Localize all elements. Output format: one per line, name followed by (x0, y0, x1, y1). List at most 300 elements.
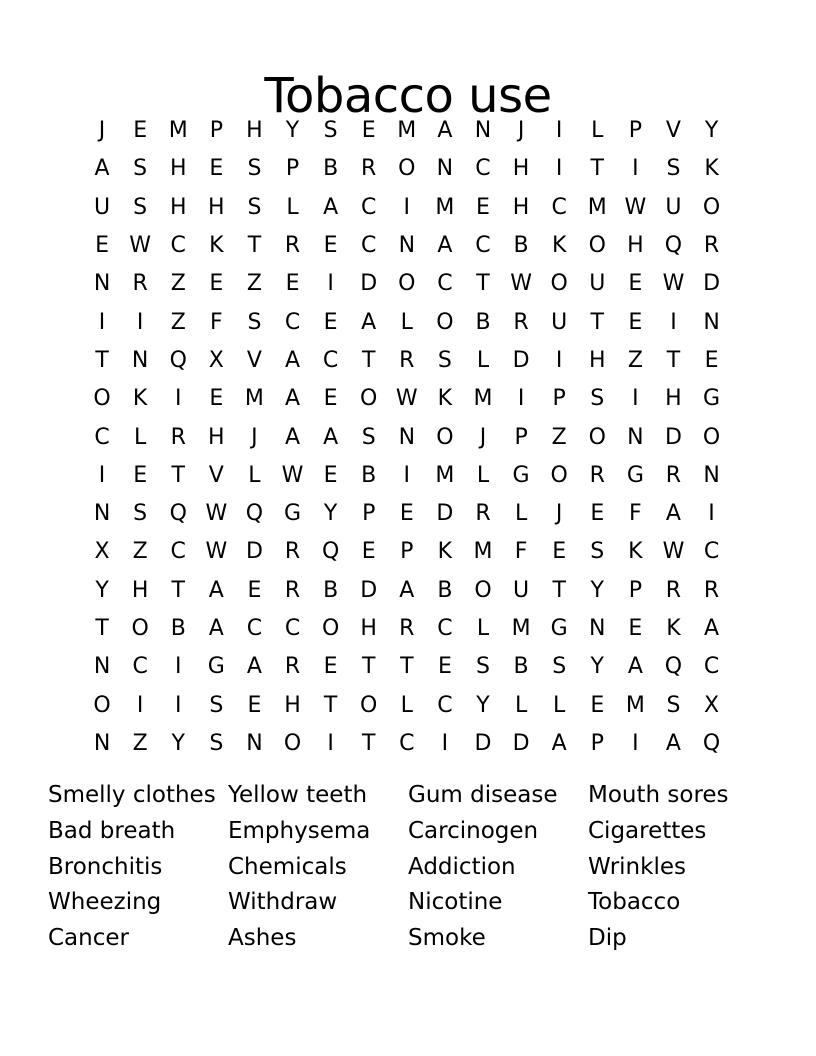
grid-letter: S (590, 539, 605, 565)
grid-letter: B (323, 156, 339, 182)
grid-letter: S (323, 118, 338, 144)
grid-letter: P (362, 501, 376, 527)
grid-letter: C (170, 233, 186, 259)
grid-letter: H (665, 386, 682, 412)
word-list-item: Bad breath (48, 817, 176, 844)
grid-letter: D (664, 424, 682, 450)
grid-letter: Q (245, 501, 264, 527)
grid-letter: E (209, 386, 224, 412)
grid-letter: X (94, 539, 110, 565)
grid-row (83, 380, 731, 418)
grid-letter: S (247, 309, 262, 335)
word-list-item: Tobacco (588, 889, 681, 916)
grid-letter: S (476, 654, 490, 680)
grid-letter: T (323, 692, 338, 718)
grid-letter: M (168, 118, 188, 144)
grid-letter: I (632, 730, 639, 756)
grid-letter: R (361, 156, 377, 182)
grid-letter: J (251, 424, 258, 450)
grid-letter: G (207, 654, 225, 680)
grid-letter: H (360, 616, 377, 641)
grid-letter: P (209, 118, 223, 144)
grid-letter: R (665, 462, 682, 488)
grid-letter: B (475, 309, 491, 335)
grid-letter: A (627, 654, 643, 680)
grid-row (83, 150, 731, 188)
grid-row (83, 495, 731, 533)
grid-letter: Z (551, 424, 567, 450)
grid-letter: O (398, 156, 416, 182)
word-list-item: Ashes (228, 925, 297, 952)
grid-letter: S (133, 156, 148, 182)
grid-letter: S (590, 386, 605, 412)
grid-letter: I (670, 309, 677, 335)
grid-letter: L (476, 616, 490, 641)
grid-letter: R (132, 271, 148, 297)
word-list-item: Carcinogen (408, 817, 539, 844)
grid-letter: C (246, 616, 263, 641)
grid-letter: T (666, 347, 681, 373)
grid-row (83, 112, 731, 150)
grid-letter: R (665, 577, 682, 603)
grid-letter: I (136, 692, 144, 718)
grid-letter: O (588, 424, 606, 450)
grid-letter: Q (321, 539, 340, 565)
word-list-item: Gum disease (408, 782, 558, 808)
grid-letter: C (437, 692, 453, 718)
grid-letter: E (247, 577, 262, 603)
grid-letter: W (129, 233, 152, 259)
grid-letter: L (134, 424, 147, 450)
grid-letter: N (131, 347, 149, 373)
word-list-item: Smoke (408, 925, 486, 952)
grid-letter: O (550, 462, 568, 488)
grid-letter: O (93, 386, 111, 412)
grid-letter: E (323, 386, 338, 412)
grid-letter: F (514, 539, 528, 565)
letter-grid (83, 112, 731, 763)
grid-letter: M (473, 539, 493, 565)
grid-letter: I (403, 194, 411, 220)
grid-letter: E (323, 654, 338, 680)
grid-letter: E (628, 271, 643, 297)
grid-letter: H (208, 424, 225, 450)
grid-letter: B (513, 654, 529, 680)
grid-letter: N (93, 501, 111, 527)
grid-letter: R (284, 654, 301, 680)
grid-letter: T (361, 347, 376, 373)
grid-letter: E (628, 309, 643, 335)
grid-letter: E (437, 654, 452, 680)
grid-letter: L (591, 118, 604, 144)
grid-letter: A (361, 309, 377, 335)
grid-letter: K (132, 386, 148, 412)
grid-letter: O (93, 692, 111, 718)
grid-letter: R (513, 309, 529, 335)
grid-letter: M (435, 194, 455, 220)
grid-letter: L (514, 501, 528, 527)
grid-letter: C (551, 194, 567, 220)
grid-letter: I (555, 156, 563, 182)
grid-letter: Q (169, 501, 187, 527)
word-list-item: Bronchitis (48, 853, 163, 880)
grid-letter: O (550, 271, 568, 297)
grid-letter: E (552, 539, 567, 565)
grid-letter: R (703, 577, 720, 603)
grid-letter: C (284, 616, 301, 641)
grid-letter: Z (132, 730, 148, 756)
grid-letter: Z (246, 271, 262, 297)
grid-letter: E (628, 616, 643, 641)
grid-letter: A (323, 194, 339, 220)
word-list-item: Smelly clothes (48, 782, 216, 808)
grid-letter: T (361, 654, 376, 680)
grid-letter: A (208, 577, 224, 603)
grid-letter: J (98, 118, 106, 144)
grid-letter: H (284, 692, 301, 718)
grid-letter: E (704, 347, 719, 373)
grid-letter: N (474, 118, 492, 144)
grid-letter: H (169, 156, 187, 182)
grid-row (83, 265, 731, 303)
grid-letter: P (590, 730, 604, 756)
grid-letter: Y (171, 730, 185, 756)
grid-letter: D (474, 730, 492, 756)
grid-letter: G (550, 616, 568, 641)
grid-letter: W (205, 539, 228, 565)
word-list-item: Mouth sores (588, 782, 729, 808)
grid-letter: D (512, 730, 530, 756)
grid-letter: M (511, 616, 531, 641)
grid-letter: E (590, 692, 605, 718)
grid-letter: N (398, 424, 416, 450)
grid-letter: L (400, 692, 413, 718)
grid-row (83, 610, 731, 648)
grid-letter: C (703, 539, 720, 565)
grid-letter: M (244, 386, 264, 412)
grid-letter: T (171, 462, 185, 488)
grid-letter: A (94, 156, 110, 182)
grid-letter: X (704, 692, 720, 718)
grid-letter: J (555, 501, 563, 527)
grid-letter: R (284, 233, 301, 259)
grid-letter: O (131, 616, 149, 641)
grid-letter: A (246, 654, 262, 680)
grid-letter: W (510, 271, 532, 297)
grid-letter: H (131, 577, 149, 603)
grid-letter: I (174, 692, 182, 718)
grid-letter: H (208, 194, 225, 220)
grid-letter: Z (170, 309, 186, 335)
grid-letter: E (323, 309, 338, 335)
grid-letter: C (170, 539, 186, 565)
page-title: Tobacco use (264, 68, 552, 125)
grid-letter: H (512, 156, 530, 182)
grid-letter: A (284, 424, 301, 450)
grid-letter: F (210, 309, 223, 335)
grid-letter: K (666, 616, 681, 641)
grid-letter: O (588, 233, 606, 259)
grid-letter: A (665, 730, 681, 756)
grid-letter: A (704, 616, 720, 641)
grid-row (83, 342, 731, 380)
grid-letter: O (321, 616, 340, 641)
grid-letter: Q (702, 730, 721, 756)
grid-letter: C (437, 271, 453, 297)
word-list-item: Emphysema (228, 817, 371, 844)
grid-letter: K (628, 539, 643, 565)
grid-letter: A (399, 577, 415, 603)
grid-letter: S (133, 501, 148, 527)
grid-letter: C (361, 194, 377, 220)
grid-letter: L (476, 347, 490, 373)
grid-letter: E (95, 233, 109, 259)
grid-letter: N (589, 616, 606, 641)
grid-letter: O (702, 194, 721, 220)
grid-letter: D (245, 539, 263, 565)
grid-letter: P (628, 577, 642, 603)
grid-letter: G (626, 462, 644, 488)
word-list-item: Withdraw (228, 889, 338, 916)
grid-letter: I (441, 730, 449, 756)
grid-letter: A (284, 386, 301, 412)
grid-letter: I (174, 654, 182, 680)
grid-letter: T (552, 577, 566, 603)
grid-row (83, 686, 731, 724)
grid-letter: C (361, 233, 377, 259)
grid-letter: O (474, 577, 492, 603)
word-list (48, 778, 788, 957)
grid-letter: N (93, 654, 111, 680)
grid-row (83, 189, 731, 227)
grid-letter: K (209, 233, 224, 259)
grid-letter: T (361, 730, 376, 756)
grid-letter: O (398, 271, 416, 297)
grid-letter: U (589, 271, 606, 297)
grid-letter: O (360, 386, 378, 412)
grid-letter: Y (590, 577, 604, 603)
grid-letter: E (361, 539, 376, 565)
grid-letter: W (205, 501, 228, 527)
grid-letter: A (437, 118, 453, 144)
grid-row (83, 533, 731, 571)
grid-letter: L (514, 692, 528, 718)
grid-letter: O (702, 424, 721, 450)
grid-row (83, 648, 731, 686)
grid-letter: D (436, 501, 454, 527)
grid-letter: C (399, 730, 415, 756)
grid-letter: R (170, 424, 186, 450)
grid-letter: E (209, 271, 224, 297)
grid-letter: R (475, 501, 491, 527)
grid-letter: W (662, 271, 685, 297)
grid-letter: E (590, 501, 605, 527)
grid-letter: E (285, 271, 300, 297)
word-list-item: Nicotine (408, 889, 503, 916)
grid-letter: I (632, 386, 639, 412)
grid-letter: R (284, 539, 301, 565)
grid-letter: N (93, 271, 111, 297)
grid-letter: E (323, 233, 338, 259)
grid-letter: Z (132, 539, 148, 565)
grid-letter: K (437, 386, 453, 412)
grid-letter: K (437, 539, 453, 565)
grid-row (83, 457, 731, 495)
word-list-item: Chemicals (228, 853, 347, 880)
grid-letter: R (284, 577, 301, 603)
grid-row (83, 303, 731, 341)
grid-letter: A (323, 424, 339, 450)
grid-letter: B (437, 577, 453, 603)
grid-letter: R (399, 347, 415, 373)
grid-letter: Q (664, 654, 683, 680)
grid-letter: C (475, 156, 491, 182)
grid-letter: Q (664, 233, 683, 259)
grid-letter: S (209, 692, 224, 718)
grid-letter: N (703, 462, 720, 488)
grid-letter: D (360, 271, 378, 297)
grid-letter: Y (704, 118, 719, 144)
grid-letter: I (327, 271, 334, 297)
grid-letter: M (625, 692, 645, 718)
grid-letter: I (708, 501, 715, 527)
grid-letter: C (437, 616, 453, 641)
grid-letter: A (284, 347, 301, 373)
grid-letter: Z (170, 271, 186, 297)
grid-letter: I (555, 347, 563, 373)
grid-letter: H (246, 118, 263, 144)
grid-letter: S (247, 194, 262, 220)
grid-letter: M (587, 194, 607, 220)
grid-letter: B (170, 616, 186, 641)
grid-letter: T (95, 347, 109, 373)
grid-letter: W (624, 194, 647, 220)
grid-letter: T (590, 309, 604, 335)
grid-letter: O (436, 424, 454, 450)
grid-letter: I (555, 118, 563, 144)
grid-letter: U (93, 194, 111, 220)
grid-letter: Y (285, 118, 300, 144)
grid-letter: I (403, 462, 411, 488)
grid-letter: Y (95, 577, 109, 603)
grid-letter: E (133, 118, 148, 144)
grid-letter: H (588, 347, 606, 373)
grid-letter: C (284, 309, 301, 335)
grid-letter: X (208, 347, 224, 373)
grid-letter: I (98, 309, 106, 335)
grid-letter: G (703, 386, 721, 412)
grid-letter: M (473, 386, 493, 412)
word-list-item: Addiction (408, 853, 516, 880)
grid-letter: C (703, 654, 720, 680)
word-list-item: Cigarettes (588, 817, 707, 844)
grid-letter: P (285, 156, 300, 182)
grid-letter: P (628, 118, 642, 144)
grid-letter: W (281, 462, 304, 488)
grid-letter: G (512, 462, 530, 488)
grid-row (83, 227, 731, 265)
grid-letter: U (665, 194, 682, 220)
grid-letter: A (551, 730, 567, 756)
grid-letter: S (133, 194, 148, 220)
grid-letter: N (703, 309, 720, 335)
grid-letter: R (703, 233, 720, 259)
grid-letter: S (437, 347, 452, 373)
grid-letter: P (400, 539, 414, 565)
grid-letter: Y (590, 654, 604, 680)
grid-letter: S (247, 156, 262, 182)
grid-letter: D (360, 577, 378, 603)
grid-letter: E (476, 194, 490, 220)
grid-letter: N (93, 730, 111, 756)
grid-letter: C (475, 233, 491, 259)
grid-letter: E (133, 462, 148, 488)
grid-letter: T (95, 616, 109, 641)
grid-letter: T (590, 156, 604, 182)
grid-letter: C (132, 654, 148, 680)
grid-letter: N (246, 730, 263, 756)
word-list-item: Dip (588, 925, 627, 952)
word-list-item: Wrinkles (588, 853, 686, 880)
grid-letter: B (361, 462, 377, 488)
grid-letter: I (136, 309, 144, 335)
grid-letter: R (589, 462, 605, 488)
grid-letter: G (283, 501, 302, 527)
grid-letter: Y (323, 501, 338, 527)
grid-letter: B (513, 233, 529, 259)
grid-letter: A (437, 233, 453, 259)
grid-letter: R (399, 616, 415, 641)
grid-letter: T (247, 233, 262, 259)
grid-letter: V (208, 462, 224, 488)
grid-letter: U (513, 577, 530, 603)
grid-letter: L (248, 462, 261, 488)
grid-row (83, 572, 731, 610)
grid-letter: L (400, 309, 413, 335)
grid-letter: M (435, 462, 455, 488)
grid-letter: E (247, 692, 262, 718)
grid-letter: T (171, 577, 185, 603)
grid-letter: P (552, 386, 566, 412)
grid-letter: M (397, 118, 417, 144)
grid-letter: N (398, 233, 416, 259)
grid-letter: V (665, 118, 681, 144)
grid-row (83, 725, 731, 763)
grid-letter: S (666, 692, 681, 718)
grid-letter: E (209, 156, 224, 182)
grid-letter: T (476, 271, 490, 297)
word-list-item: Cancer (48, 925, 129, 952)
grid-letter: I (632, 156, 639, 182)
word-list-item: Yellow teeth (228, 782, 368, 808)
grid-letter: S (209, 730, 224, 756)
grid-letter: O (283, 730, 302, 756)
grid-letter: F (629, 501, 642, 527)
grid-letter: P (514, 424, 528, 450)
grid-letter: E (399, 501, 414, 527)
grid-letter: L (553, 692, 566, 718)
grid-letter: L (476, 462, 490, 488)
grid-letter: T (400, 654, 414, 680)
grid-letter: C (94, 424, 110, 450)
grid-letter: I (174, 386, 182, 412)
grid-letter: D (703, 271, 721, 297)
grid-letter: W (395, 386, 418, 412)
grid-letter: I (327, 730, 334, 756)
grid-letter: I (517, 386, 525, 412)
grid-letter: A (208, 616, 224, 641)
grid-letter: W (662, 539, 685, 565)
